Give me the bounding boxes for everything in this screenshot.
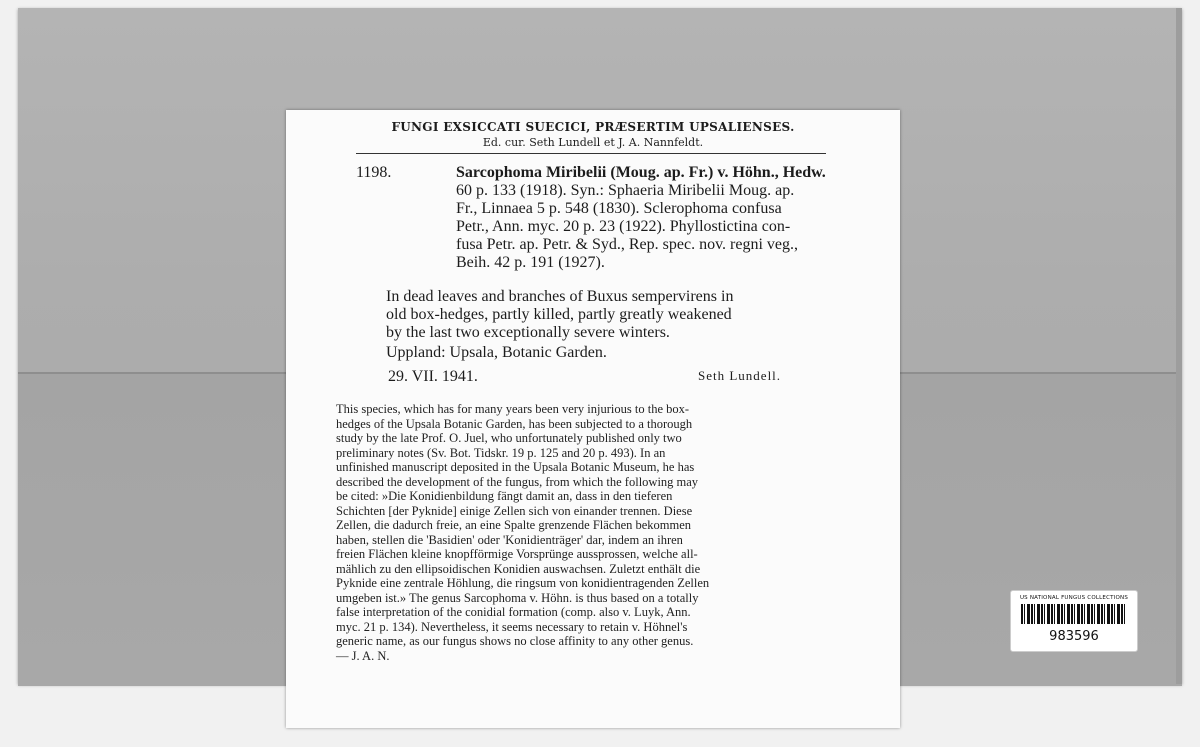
notes-line: freien Flächen kleine knopfförmige Vorsprünge aussprossen, welche all- — [336, 547, 698, 561]
habitat-line: old box-hedges, partly killed, partly greatly weakened — [386, 306, 732, 323]
habitat-description — [386, 288, 846, 342]
notes-line: hedges of the Upsala Botanic Garden, has been subjected to a thorough — [336, 416, 693, 431]
notes-line: myc. 21 p. 134). Nevertheless, it seems necessary to retain v. Höhnel's — [336, 619, 688, 634]
notes-line: This species, which has for many years been very injurious to the box- — [336, 402, 690, 416]
locality: Uppland: Upsala, Botanic Garden. — [386, 344, 607, 361]
notes-line: haben, stellen die 'Basidien' oder 'Konidienträger' dar, indem an ihren — [336, 532, 683, 547]
label-header-editors: Ed. cur. Seth Lundell et J. A. Nannfeldt. — [482, 136, 704, 149]
entry-citation — [456, 164, 906, 272]
entry-line: Sarcophoma Miribelii (Moug. ap. Fr.) v. Höhn., Hedw. — [456, 164, 826, 181]
notes-line: Pyknide eine zentrale Höhlung, die ringsum von konidientragenden Zellen — [336, 576, 710, 590]
packet-edge — [1176, 8, 1182, 684]
label-header-title: FUNGI EXSICCATI SUECICI, PRÆSERTIM UPSALIENSES. — [391, 120, 795, 134]
entry-line: Petr., Ann. myc. 20 p. 23 (1922). Phyllostictina con- — [456, 218, 791, 235]
notes-line: Zellen, die dadurch freie, an eine Spalte grenzende Flächen bekommen — [336, 518, 692, 532]
header-rule — [356, 153, 826, 154]
herbarium-label — [286, 110, 900, 728]
notes-line: generic name, as our fungus shows no close affinity to any other genus. — [336, 634, 694, 648]
notes-line: preliminary notes (Sv. Bot. Tidskr. 19 p. 125 and 20 p. 493). In an — [336, 445, 666, 460]
entry-number: 1198. — [356, 164, 392, 181]
notes-line: unfinished manuscript deposited in the Upsala Botanic Museum, he has — [336, 460, 695, 474]
notes-line: false interpretation of the conidial formation (comp. also v. Luyk, Ann. — [336, 605, 691, 619]
barcode-title: US NATIONAL FUNGUS COLLECTIONS — [1019, 595, 1129, 601]
notes-line: study by the late Prof. O. Juel, who unfortunately published only two — [336, 431, 682, 445]
entry-line: 60 p. 133 (1918). Syn.: Sphaeria Miribelii Moug. ap. — [456, 182, 795, 199]
barcode-number: 983596 — [1049, 629, 1099, 644]
notes-line: umgeben ist.» The genus Sarcophoma v. Höhn. is thus based on a totally — [336, 590, 699, 605]
notes-line: — J. A. N. — [336, 648, 390, 663]
notes-line: be cited: »Die Konidienbildung fängt damit an, dass in den tieferen — [336, 489, 673, 503]
barcode-label — [1010, 590, 1138, 652]
taxonomic-notes — [336, 402, 836, 663]
collection-date: 29. VII. 1941. — [388, 368, 478, 385]
notes-line: described the development of the fungus, from which the following may — [336, 474, 699, 489]
entry-line: Beih. 42 p. 191 (1927). — [456, 254, 605, 271]
notes-line: Schichten [der Pyknide] einige Zellen sich von einander trennen. Diese — [336, 503, 693, 518]
habitat-line: In dead leaves and branches of Buxus sempervirens in — [386, 288, 734, 305]
barcode-bars — [1021, 604, 1127, 624]
collector-name: Seth Lundell. — [698, 368, 782, 383]
notes-line: mählich zu den ellipsoidischen Konidien auswachsen. Zuletzt enthält die — [336, 561, 701, 576]
habitat-line: by the last two exceptionally severe winters. — [386, 324, 670, 341]
entry-line: fusa Petr. ap. Petr. & Syd., Rep. spec. nov. regni veg., — [456, 236, 799, 253]
entry-line: Fr., Linnaea 5 p. 548 (1830). Sclerophoma confusa — [456, 200, 782, 217]
